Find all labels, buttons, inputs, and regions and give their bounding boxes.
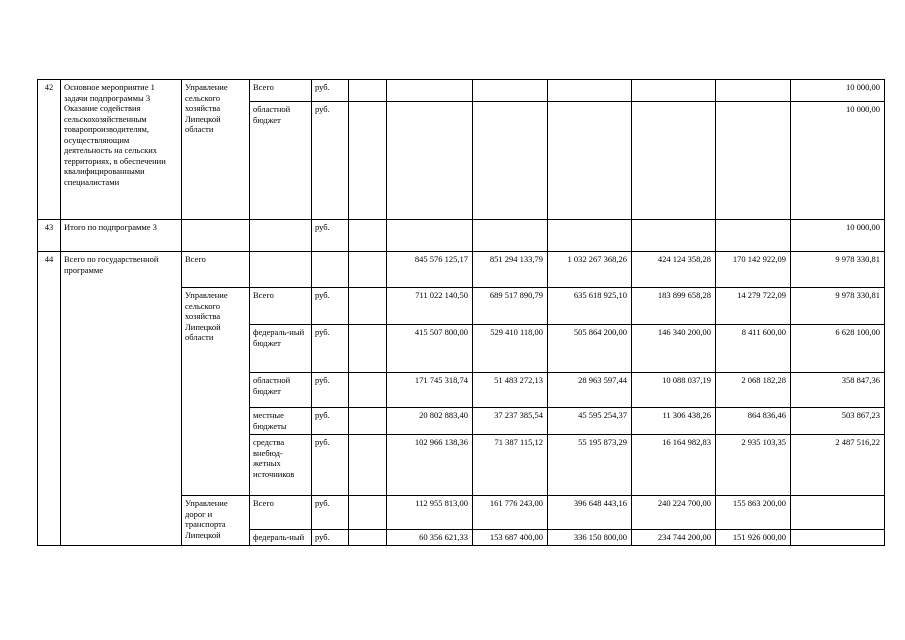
value-cell: 851 294 133,79	[473, 252, 548, 288]
value-cell: 9 978 330,81	[791, 288, 885, 325]
value-cell	[349, 373, 387, 408]
unit-cell	[312, 252, 349, 288]
value-cell: 635 618 925,10	[548, 288, 632, 325]
value-cell	[716, 220, 791, 252]
value-cell: 8 411 600,00	[716, 325, 791, 373]
unit-cell: руб.	[312, 530, 349, 546]
value-cell: 689 517 890,79	[473, 288, 548, 325]
value-cell: 529 410 118,00	[473, 325, 548, 373]
value-cell: 112 955 813,00	[387, 496, 473, 530]
value-cell: 37 237 385,54	[473, 408, 548, 435]
unit-cell: руб.	[312, 102, 349, 220]
value-cell: 240 224 700,00	[632, 496, 716, 530]
unit-cell: руб.	[312, 288, 349, 325]
executor: Всего	[182, 252, 250, 288]
value-cell	[473, 80, 548, 102]
measure-name: Всего по государственной программе	[61, 252, 182, 546]
value-cell	[387, 80, 473, 102]
unit-cell: руб.	[312, 373, 349, 408]
value-cell: 153 687 400,00	[473, 530, 548, 546]
value-cell: 503 867,23	[791, 408, 885, 435]
value-cell	[349, 496, 387, 530]
value-cell: 1 032 267 368,26	[548, 252, 632, 288]
measure-name: Основное мероприятие 1 задачи подпрограммы 3 Оказание содействия сельскохозяйственным товаропроизводителям, осуществляющим деятельность на сельских территориях, в обеспечении квалифицированными специалистами	[61, 80, 182, 220]
value-cell: 234 744 200,00	[632, 530, 716, 546]
value-cell: 396 648 443,16	[548, 496, 632, 530]
value-cell: 161 776 243,00	[473, 496, 548, 530]
value-cell: 336 150 800,00	[548, 530, 632, 546]
value-cell: 151 926 000,00	[716, 530, 791, 546]
unit-cell: руб.	[312, 325, 349, 373]
executor: Управление сельского хозяйства Липецкой области	[182, 288, 250, 496]
value-cell: 102 966 138,36	[387, 435, 473, 496]
value-cell: 864 836,46	[716, 408, 791, 435]
value-cell: 55 195 873,29	[548, 435, 632, 496]
value-cell	[548, 80, 632, 102]
funding-source: федераль-ный бюджет	[250, 325, 312, 373]
value-cell	[349, 435, 387, 496]
unit-cell: руб.	[312, 435, 349, 496]
value-cell	[349, 325, 387, 373]
measure-name: Итого по подпрограмме 3	[61, 220, 182, 252]
value-cell: 171 745 318,74	[387, 373, 473, 408]
value-cell: 415 507 800,00	[387, 325, 473, 373]
funding-source: местные бюджеты	[250, 408, 312, 435]
value-cell	[349, 408, 387, 435]
value-cell: 10 088 037,19	[632, 373, 716, 408]
value-cell: 505 864 200,00	[548, 325, 632, 373]
value-cell: 711 022 140,50	[387, 288, 473, 325]
executor	[182, 220, 250, 252]
value-cell	[632, 220, 716, 252]
value-cell: 2 935 103,35	[716, 435, 791, 496]
table-row	[38, 80, 885, 102]
value-cell	[349, 102, 387, 220]
value-cell: 45 595 254,37	[548, 408, 632, 435]
executor: Управление дорог и транспорта Липецкой	[182, 496, 250, 546]
value-cell: 60 356 621,33	[387, 530, 473, 546]
value-cell: 20 802 883,40	[387, 408, 473, 435]
table-row	[38, 220, 885, 252]
funding-source: Всего	[250, 496, 312, 530]
funding-source: федераль-ный	[250, 530, 312, 546]
funding-source	[250, 252, 312, 288]
value-cell	[387, 220, 473, 252]
value-cell	[349, 530, 387, 546]
value-cell	[791, 530, 885, 546]
funding-source: Всего	[250, 80, 312, 102]
value-cell: 170 142 922,09	[716, 252, 791, 288]
executor: Управление сельского хозяйства Липецкой области	[182, 80, 250, 220]
value-cell: 2 068 182,28	[716, 373, 791, 408]
row-number: 44	[38, 252, 61, 546]
value-cell	[349, 80, 387, 102]
value-cell	[548, 220, 632, 252]
value-cell: 358 847,36	[791, 373, 885, 408]
value-cell	[716, 80, 791, 102]
value-cell	[791, 496, 885, 530]
unit-cell: руб.	[312, 80, 349, 102]
value-cell	[548, 102, 632, 220]
row-number: 42	[38, 80, 61, 220]
funding-source: областной бюджет	[250, 102, 312, 220]
unit-cell: руб.	[312, 496, 349, 530]
unit-cell: руб.	[312, 220, 349, 252]
value-cell	[716, 102, 791, 220]
value-cell: 16 164 982,83	[632, 435, 716, 496]
value-cell: 10 000,00	[791, 102, 885, 220]
value-cell: 146 340 200,00	[632, 325, 716, 373]
value-cell	[349, 288, 387, 325]
value-cell: 11 306 438,26	[632, 408, 716, 435]
value-cell	[632, 102, 716, 220]
funding-source: областной бюджет	[250, 373, 312, 408]
value-cell	[387, 102, 473, 220]
value-cell: 9 978 330,81	[791, 252, 885, 288]
value-cell: 424 124 358,28	[632, 252, 716, 288]
budget-table	[37, 79, 885, 546]
funding-source: средства внебюд-жетных источников	[250, 435, 312, 496]
table-row	[38, 252, 885, 288]
value-cell: 845 576 125,17	[387, 252, 473, 288]
value-cell	[349, 220, 387, 252]
unit-cell: руб.	[312, 408, 349, 435]
row-number: 43	[38, 220, 61, 252]
value-cell	[473, 220, 548, 252]
value-cell: 14 279 722,09	[716, 288, 791, 325]
value-cell: 155 863 200,00	[716, 496, 791, 530]
funding-source: Всего	[250, 288, 312, 325]
value-cell	[632, 80, 716, 102]
value-cell: 183 899 658,28	[632, 288, 716, 325]
value-cell	[349, 252, 387, 288]
value-cell: 71 387 115,12	[473, 435, 548, 496]
value-cell: 51 483 272,13	[473, 373, 548, 408]
value-cell: 28 963 597,44	[548, 373, 632, 408]
value-cell: 2 487 516,22	[791, 435, 885, 496]
value-cell: 10 000,00	[791, 80, 885, 102]
funding-source	[250, 220, 312, 252]
value-cell: 6 628 100,00	[791, 325, 885, 373]
value-cell: 10 000,00	[791, 220, 885, 252]
value-cell	[473, 102, 548, 220]
